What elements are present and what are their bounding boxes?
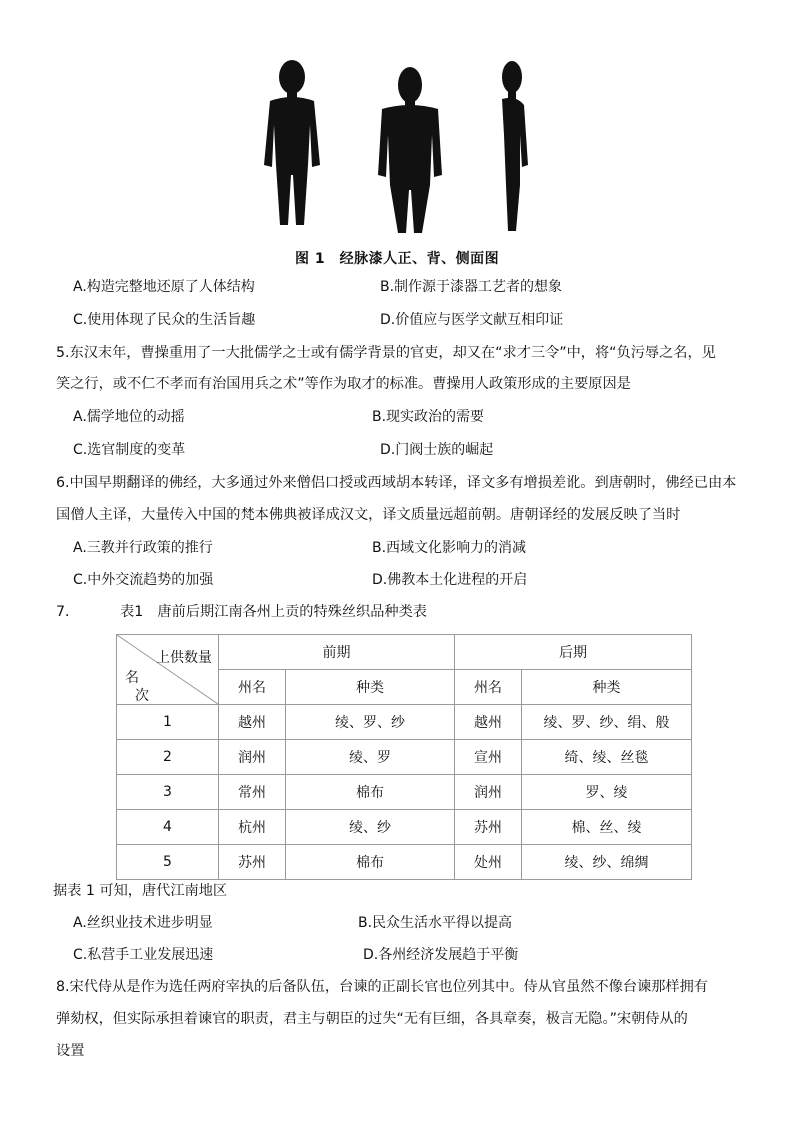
q6-option-c[interactable]: C.中外交流趋势的加强	[73, 572, 214, 588]
late-type-cell: 绫、罗、纱、绢、般	[522, 705, 692, 740]
late-zhou-cell: 润州	[455, 775, 522, 810]
header-early-zhou: 州名	[219, 670, 286, 705]
q6-option-a[interactable]: A.三教并行政策的推行	[73, 540, 213, 556]
early-zhou-cell: 苏州	[219, 845, 286, 880]
q7-option-a[interactable]: A.丝织业技术进步明显	[73, 915, 213, 931]
q8-stem-line3: 设置	[56, 1043, 85, 1059]
early-type-cell: 绫、纱	[286, 810, 455, 845]
late-zhou-cell: 处州	[455, 845, 522, 880]
early-zhou-cell: 常州	[219, 775, 286, 810]
q7-number: 7．	[56, 604, 80, 620]
q5-option-a[interactable]: A.儒学地位的动摇	[73, 409, 185, 425]
figure-caption: 图 1 经脉漆人正、背、侧面图	[295, 251, 500, 267]
q5-stem-line1: 5.东汉末年，曹操重用了一大批儒学之士或有儒学背景的官吏，却又在“求才三令”中，将“负污辱之名，见	[56, 345, 716, 361]
q4-option-d[interactable]: D.价值应与医学文献互相印证	[380, 312, 564, 328]
header-quantity-label: 上供数量	[156, 650, 212, 666]
q5-option-d[interactable]: D.门阀士族的崛起	[380, 442, 494, 458]
late-zhou-cell: 宣州	[455, 740, 522, 775]
header-late-zhou: 州名	[455, 670, 522, 705]
table-row	[117, 810, 692, 845]
rank-cell: 2	[117, 740, 219, 775]
lacquer-figures-image	[250, 55, 550, 235]
rank-cell: 1	[117, 705, 219, 740]
silk-tribute-table	[116, 634, 692, 880]
table-row	[117, 845, 692, 880]
table-row	[117, 775, 692, 810]
late-type-cell: 绫、纱、绵绸	[522, 845, 692, 880]
q8-stem-line1: 8.宋代侍从是作为选任两府宰执的后备队伍，台谏的正副长官也位列其中。侍从官虽然不像台谏那样拥有	[56, 979, 708, 995]
early-type-cell: 绫、罗、纱	[286, 705, 455, 740]
late-zhou-cell: 苏州	[455, 810, 522, 845]
header-late-period: 后期	[455, 635, 692, 670]
header-late-type: 种类	[522, 670, 692, 705]
rank-cell: 3	[117, 775, 219, 810]
early-zhou-cell: 杭州	[219, 810, 286, 845]
header-rank-label-2: 次	[135, 688, 149, 704]
table-diagonal-header	[117, 635, 219, 705]
early-zhou-cell: 越州	[219, 705, 286, 740]
late-type-cell: 绮、绫、丝毯	[522, 740, 692, 775]
q7-option-d[interactable]: D.各州经济发展趋于平衡	[363, 947, 519, 963]
header-rank-label-1: 名	[125, 670, 139, 686]
q6-option-b[interactable]: B.西域文化影响力的消减	[372, 540, 527, 556]
rank-cell: 4	[117, 810, 219, 845]
late-zhou-cell: 越州	[455, 705, 522, 740]
late-type-cell: 棉、丝、绫	[522, 810, 692, 845]
early-type-cell: 棉布	[286, 775, 455, 810]
q7-option-c[interactable]: C.私营手工业发展迅速	[73, 947, 214, 963]
late-type-cell: 罗、绫	[522, 775, 692, 810]
q6-stem-line1: 6.中国早期翻译的佛经，大多通过外来僧侣口授或西域胡本转译，译文多有增损差讹。到唐朝时，佛经已由本	[56, 475, 737, 491]
q6-option-d[interactable]: D.佛教本土化进程的开启	[372, 572, 528, 588]
q8-stem-line2: 弹劾权，但实际承担着谏官的职责，君主与朝臣的过失“无有巨细，各具章奏，极言无隐。”宋朝侍从的	[56, 1011, 688, 1027]
back-figure-icon	[378, 67, 442, 233]
q5-stem-line2: 笑之行，或不仁不孝而有治国用兵之术”等作为取才的标准。曹操用人政策形成的主要原因是	[56, 376, 631, 392]
q4-option-c[interactable]: C.使用体现了民众的生活旨趣	[73, 312, 256, 328]
front-figure-icon	[264, 60, 320, 225]
early-type-cell: 棉布	[286, 845, 455, 880]
table-title: 表1 唐前后期江南各州上贡的特殊丝织品种类表	[120, 604, 427, 620]
table-row	[117, 705, 692, 740]
early-zhou-cell: 润州	[219, 740, 286, 775]
q5-option-c[interactable]: C.选官制度的变革	[73, 442, 186, 458]
q6-stem-line2: 国僧人主译，大量传入中国的梵本佛典被译成汉文，译文质量远超前朝。唐朝译经的发展反映了当时	[56, 507, 681, 523]
early-type-cell: 绫、罗	[286, 740, 455, 775]
table-row	[117, 740, 692, 775]
side-figure-icon	[502, 61, 528, 231]
q4-option-a[interactable]: A.构造完整地还原了人体结构	[73, 279, 255, 295]
q7-stem: 据表 1 可知，唐代江南地区	[53, 883, 228, 899]
q7-option-b[interactable]: B.民众生活水平得以提高	[358, 915, 513, 931]
rank-cell: 5	[117, 845, 219, 880]
q5-option-b[interactable]: B.现实政治的需要	[372, 409, 485, 425]
header-early-type: 种类	[286, 670, 455, 705]
q4-option-b[interactable]: B.制作源于漆器工艺者的想象	[380, 279, 563, 295]
header-early-period: 前期	[219, 635, 455, 670]
